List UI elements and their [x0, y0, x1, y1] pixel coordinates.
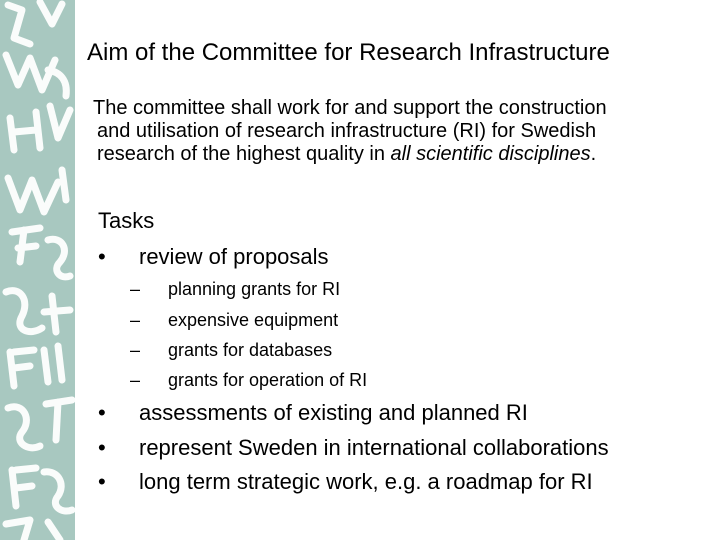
tasks-heading: Tasks: [98, 208, 155, 233]
intro-line-1: The committee shall work for and support the construction: [93, 97, 607, 119]
dash-marker: –: [130, 279, 141, 299]
intro-line-3: [93, 143, 713, 166]
intro-line-3-text: research of the highest quality in: [97, 143, 391, 165]
intro-emphasis: all scientific disciplines: [390, 143, 591, 165]
bullet-marker: •: [98, 469, 106, 494]
sub-item-label: planning grants for RI: [168, 279, 341, 299]
bullet-marker: •: [98, 435, 106, 460]
dash-marker: –: [130, 370, 141, 390]
task-label: review of proposals: [139, 244, 329, 269]
bullet-marker: •: [98, 400, 106, 425]
sub-item-label: grants for databases: [168, 340, 333, 360]
intro-line-3-end: .: [590, 143, 597, 165]
sub-item-label: grants for operation of RI: [168, 370, 368, 390]
dash-marker: –: [130, 310, 141, 330]
dash-marker: –: [130, 340, 141, 360]
calligraphy-pattern-image: [0, 0, 75, 540]
intro-line-2: and utilisation of research infrastructure (RI) for Swedish: [97, 120, 597, 142]
task-label: assessments of existing and planned RI: [139, 400, 528, 425]
sub-item-label: expensive equipment: [168, 310, 339, 330]
slide-title: Aim of the Committee for Research Infrastructure: [87, 39, 610, 66]
bullet-marker: •: [98, 244, 106, 269]
task-label: long term strategic work, e.g. a roadmap for RI: [139, 469, 593, 494]
intro-paragraph: [93, 97, 713, 166]
decorative-side-band: [0, 0, 75, 540]
task-label: represent Sweden in international collaborations: [139, 435, 609, 460]
